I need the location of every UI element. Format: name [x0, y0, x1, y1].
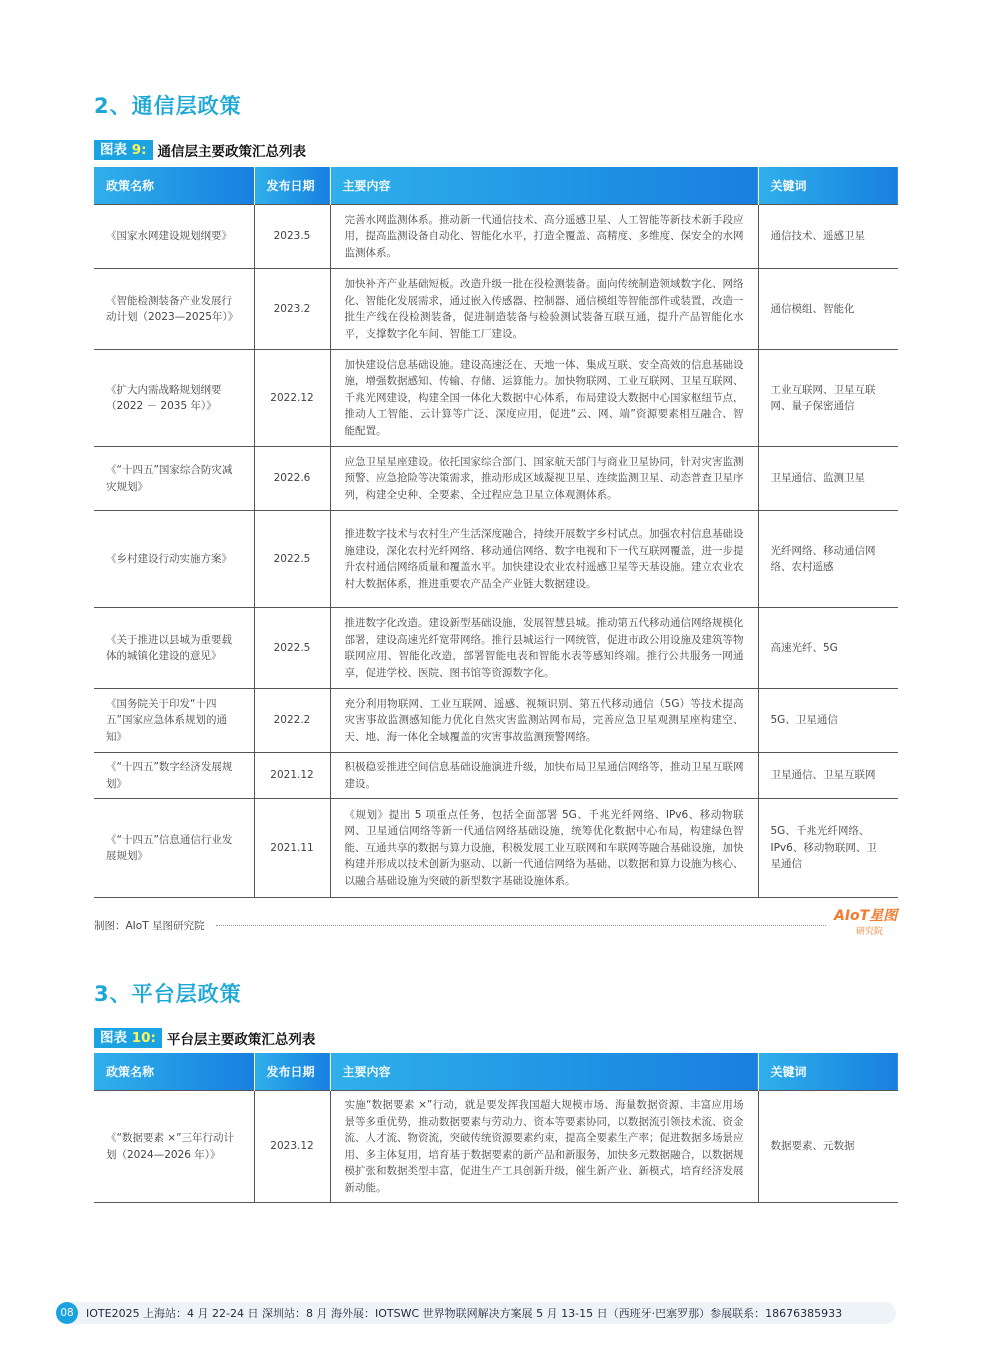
- figure-9-caption: [94, 139, 306, 161]
- table-row: [94, 269, 898, 350]
- aiot-logo-main: AIoT星图: [834, 908, 898, 924]
- policy-content: 应急卫星星座建设。依托国家综合部门、国家航天部门与商业卫星协同，针对灾害监测预警、应急抢险等决策需求，推动形成区域凝视卫星、连续监测卫星、动态普查卫星序列，构建全史种、全要素、全过程应急卫星立体观测体系。: [330, 447, 758, 511]
- policy-name: 《“数据要素 ×”三年行动计划（2024—2026 年）》: [94, 1091, 254, 1203]
- policy-keywords: 卫星通信、卫星互联网: [758, 753, 898, 799]
- policy-date: 2022.2: [254, 689, 330, 753]
- policy-date: 2023.5: [254, 205, 330, 269]
- footer-event-info: IOTE2025 上海站：4 月 22-24 日 深圳站：8 月 海外展：IOTSWC 世界物联网解决方案展 5 月 13-15 日（西班牙·巴塞罗那）参展联系：18676385933: [86, 1307, 843, 1320]
- figure-10-tag: [94, 1028, 162, 1048]
- table-header-row: [94, 167, 898, 205]
- policy-content: 加快建设信息基础设施。建设高速泛在、天地一体、集成互联、安全高效的信息基础设施，增强数据感知、传输、存储、运算能力。加快物联网、工业互联网、卫星互联网、千兆光网建设，构建全国一体化大数据中心体系，布局建设大数据中心国家枢纽节点，推动人工智能、云计算等广泛、深度应用，促进“云、网、端”资源要素相互融合、智能配置。: [330, 350, 758, 447]
- column-header-name: 政策名称: [94, 1053, 254, 1091]
- platform-policy-table: [94, 1053, 898, 1203]
- policy-keywords: 工业互联网、卫星互联网、量子保密通信: [758, 350, 898, 447]
- policy-date: 2021.12: [254, 753, 330, 799]
- policy-content: 推进数字化改造。建设新型基础设施，发展智慧县城。推动第五代移动通信网络规模化部署，建设高速光纤宽带网络。推行县城运行一网统管，促进市政公用设施及建筑等物联网应用、智能化改造，部署智能电表和智能水表等感知终端。推行公共服务一网通享，促进学校、医院、图书馆等资源数字化。: [330, 608, 758, 689]
- aiot-logo: [834, 905, 898, 939]
- policy-content: 积极稳妥推进空间信息基础设施演进升级，加快布局卫星通信网络等，推动卫星互联网建设。: [330, 753, 758, 799]
- policy-name: 《国务院关于印发“十四五”国家应急体系规划的通知》: [94, 689, 254, 753]
- policy-date: 2021.11: [254, 799, 330, 898]
- policy-date: 2022.5: [254, 608, 330, 689]
- table-row: [94, 689, 898, 753]
- table-row: [94, 447, 898, 511]
- table-row: [94, 753, 898, 799]
- column-header-date: 发布日期: [254, 167, 330, 205]
- footer-bar: [56, 1302, 896, 1324]
- figure-9-tag-number: 9:: [131, 142, 147, 158]
- policy-keywords: 通信技术、遥感卫星: [758, 205, 898, 269]
- column-header-content: 主要内容: [330, 1053, 758, 1091]
- column-header-name: 政策名称: [94, 167, 254, 205]
- policy-keywords: 高速光纤、5G: [758, 608, 898, 689]
- policy-name: 《国家水网建设规划纲要》: [94, 205, 254, 269]
- section-3-title: 3、平台层政策: [94, 982, 242, 1006]
- policy-date: 2022.5: [254, 511, 330, 608]
- policy-keywords: 数据要素、元数据: [758, 1091, 898, 1203]
- section-2-title: 2、通信层政策: [94, 94, 242, 118]
- policy-name: 《关于推进以县城为重要载体的城镇化建设的意见》: [94, 608, 254, 689]
- policy-content: 推进数字技术与农村生产生活深度融合，持续开展数字乡村试点。加强农村信息基础设施建设，深化农村光纤网络、移动通信网络、数字电视和下一代互联网覆盖，进一步提升农村通信网络质量和覆盖水平。加快建设农业农村遥感卫星等天基设施。建立农业农村大数据体系，推进重要农产品全产业链大数据建设。: [330, 511, 758, 608]
- policy-date: 2023.2: [254, 269, 330, 350]
- figure-9-title: 通信层主要政策汇总列表: [157, 144, 306, 160]
- policy-content: 实施“数据要素 ×”行动，就是要发挥我国超大规模市场、海量数据资源、丰富应用场景等多重优势，推动数据要素与劳动力、资本等要素协同，以数据流引领技术流、资金流、人才流、物资流，突破传统资源要素约束，提高全要素生产率；促进数据多场景应用、多主体复用，培育基于数据要素的新产品和新服务，加快多元数据融合，以数据规模扩张和数据类型丰富，促进生产工具创新升级，催生新产业、新模式，培育经济发展新动能。: [330, 1091, 758, 1203]
- policy-name: 《扩大内需战略规划纲要（2022 － 2035 年）》: [94, 350, 254, 447]
- policy-name: 《“十四五”数字经济发展规划》: [94, 753, 254, 799]
- policy-content: 完善水网监测体系。推动新一代通信技术、高分遥感卫星、人工智能等新技术新手段应用，提高监测设备自动化、智能化水平，打造全覆盖、高精度、多维度、保安全的水网监测体系。: [330, 205, 758, 269]
- policy-date: 2022.6: [254, 447, 330, 511]
- policy-keywords: 光纤网络、移动通信网络、农村遥感: [758, 511, 898, 608]
- figure-10-caption: [94, 1027, 315, 1049]
- table-row: [94, 205, 898, 269]
- table-header-row: [94, 1053, 898, 1091]
- policy-name: 《“十四五”信息通信行业发展规划》: [94, 799, 254, 898]
- credit-dotted-divider: [216, 925, 826, 926]
- policy-keywords: 卫星通信、监测卫星: [758, 447, 898, 511]
- figure-10-title: 平台层主要政策汇总列表: [166, 1032, 316, 1048]
- table-row: [94, 799, 898, 898]
- policy-keywords: 5G、千兆光纤网络、IPv6、移动物联网、卫星通信: [758, 799, 898, 898]
- aiot-logo-sub: 研究院: [856, 927, 884, 937]
- column-header-keywords: 关键词: [758, 167, 898, 205]
- figure-9-tag: [94, 140, 153, 160]
- policy-date: 2023.12: [254, 1091, 330, 1203]
- column-header-content: 主要内容: [330, 167, 758, 205]
- policy-name: 《“十四五”国家综合防灾减灾规划》: [94, 447, 254, 511]
- column-header-keywords: 关键词: [758, 1053, 898, 1091]
- figure-10-tag-label: 图表: [100, 1030, 127, 1046]
- policy-name: 《智能检测装备产业发展行动计划（2023—2025年）》: [94, 269, 254, 350]
- table-row: [94, 350, 898, 447]
- policy-content: 充分利用物联网、工业互联网、遥感、视频识别、第五代移动通信（5G）等技术提高灾害事故监测感知能力优化自然灾害监测站网布局，完善应急卫星观测星座构建空、天、地、海一体化全域覆盖的灾害事故监测预警网络。: [330, 689, 758, 753]
- chart-credit-row: [94, 916, 898, 934]
- figure-10-tag-number: 10:: [131, 1030, 156, 1046]
- policy-content: 加快补齐产业基础短板。改造升级一批在役检测装备。面向传统制造领域数字化、网络化、智能化发展需求，通过嵌入传感器、控制器、通信模组等智能部件或装置，改造一批生产线在役检测装备，促进制造装备与检验测试装备互联互通，提升产品智能化水平，支撑数字化车间、智能工厂建设。: [330, 269, 758, 350]
- policy-keywords: 通信模组、智能化: [758, 269, 898, 350]
- figure-9-tag-label: 图表: [100, 142, 127, 158]
- policy-name: 《乡村建设行动实施方案》: [94, 511, 254, 608]
- communication-policy-table: [94, 167, 898, 898]
- table-row: [94, 1091, 898, 1203]
- policy-keywords: 5G、卫星通信: [758, 689, 898, 753]
- page-number: 08: [56, 1302, 78, 1324]
- table-row: [94, 511, 898, 608]
- chart-credit: 制图：AIoT 星图研究院: [94, 919, 205, 932]
- policy-date: 2022.12: [254, 350, 330, 447]
- column-header-date: 发布日期: [254, 1053, 330, 1091]
- policy-content: 《规划》提出 5 项重点任务，包括全面部署 5G、千兆光纤网络、IPv6、移动物联网、卫星通信网络等新一代通信网络基础设施，统筹优化数据中心布局，构建绿色智能、互通共享的数据与算力设施，积极发展工业互联网和车联网等融合基础设施，加快构建并形成以技术创新为驱动、以新一代通信网络为基础、以数据和算力设施为核心、以融合基础设施为突破的新型数字基础设施体系。: [330, 799, 758, 898]
- table-row: [94, 608, 898, 689]
